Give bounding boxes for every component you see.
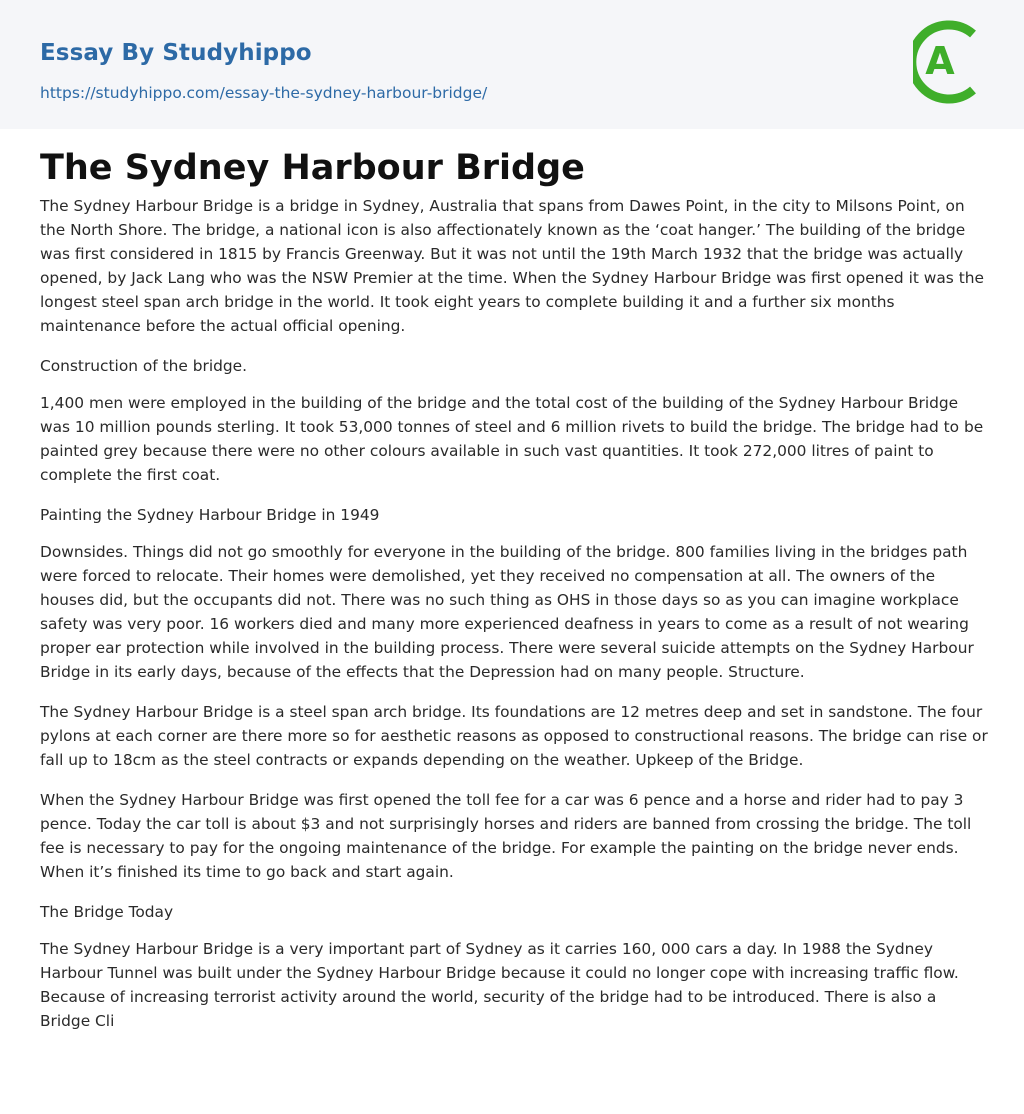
essay-title: The Sydney Harbour Bridge (40, 148, 585, 188)
section-heading: The Bridge Today (40, 903, 174, 921)
essay-paragraph: Downsides. Things did not go smoothly for everyone in the building of the bridge. 800 families living in the bridges path were forced to relocate. Their homes were demolished, yet they received no compensation at all. The owners of the houses did, but the occupants did not. There was no such thing as OHS in those days so as you can imagine workplace safety was very poor. 16 workers died and many more experienced deafness in years to come as a result of not wearing proper ear protection while involved in the building process. There were several suicide attempts on the Sydney Harbour Bridge in its early days, because of the effects that the Depression had on many people. Structure. (40, 543, 974, 681)
essay-body (40, 194, 990, 1049)
essay-paragraph: 1,400 men were employed in the building of the bridge and the total cost of the building of the Sydney Harbour Bridge was 10 million pounds sterling. It took 53,000 tonnes of steel and 6 million rivets to build the bridge. The bridge had to be painted grey because there were no other colours available in such vast quantities. It took 272,000 litres of paint to complete the first coat. (40, 394, 984, 484)
essay-paragraph: When the Sydney Harbour Bridge was first opened the toll fee for a car was 6 pence and a horse and rider had to pay 3 pence. Today the car toll is about $3 and not surprisingly horses and riders are banned from crossing the bridge. The toll fee is necessary to pay for the ongoing maintenance of the bridge. For example the painting on the bridge never ends. When it’s finished its time to go back and start again. (40, 791, 972, 881)
logo-letter: A (925, 39, 955, 83)
essay-paragraph: The Sydney Harbour Bridge is a steel span arch bridge. Its foundations are 12 metres deep and set in sandstone. The four pylons at each corner are there more so for aesthetic reasons as opposed to constructional reasons. The bridge can rise or fall up to 18cm as the steel contracts or expands depending on the weather. Upkeep of the Bridge. (40, 703, 988, 769)
essay-url-link[interactable]: https://studyhippo.com/essay-the-sydney-harbour-bridge/ (40, 84, 488, 102)
section-heading: Construction of the bridge. (40, 357, 248, 375)
logo-ring-icon (913, 19, 987, 105)
section-heading: Painting the Sydney Harbour Bridge in 1949 (40, 506, 380, 524)
studyhippo-logo[interactable] (913, 19, 987, 105)
essay-paragraph: The Sydney Harbour Bridge is a very important part of Sydney as it carries 160, 000 cars a day. In 1988 the Sydney Harbour Tunnel was built under the Sydney Harbour Bridge because it could no longer cope with increasing traffic flow. Because of increasing terrorist activity around the world, security of the bridge had to be introduced. There is also a Bridge Cli (40, 940, 959, 1030)
essay-paragraph: The Sydney Harbour Bridge is a bridge in Sydney, Australia that spans from Dawes Point, in the city to Milsons Point, on the North Shore. The bridge, a national icon is also affectionately known as the ‘coat hanger.’ The building of the bridge was first considered in 1815 by Francis Greenway. But it was not until the 19th March 1932 that the bridge was actually opened, by Jack Lang who was the NSW Premier at the time. When the Sydney Harbour Bridge was first opened it was the longest steel span arch bridge in the world. It took eight years to complete building it and a further six months maintenance before the actual official opening. (40, 197, 984, 335)
brand-title[interactable]: Essay By Studyhippo (40, 40, 312, 66)
